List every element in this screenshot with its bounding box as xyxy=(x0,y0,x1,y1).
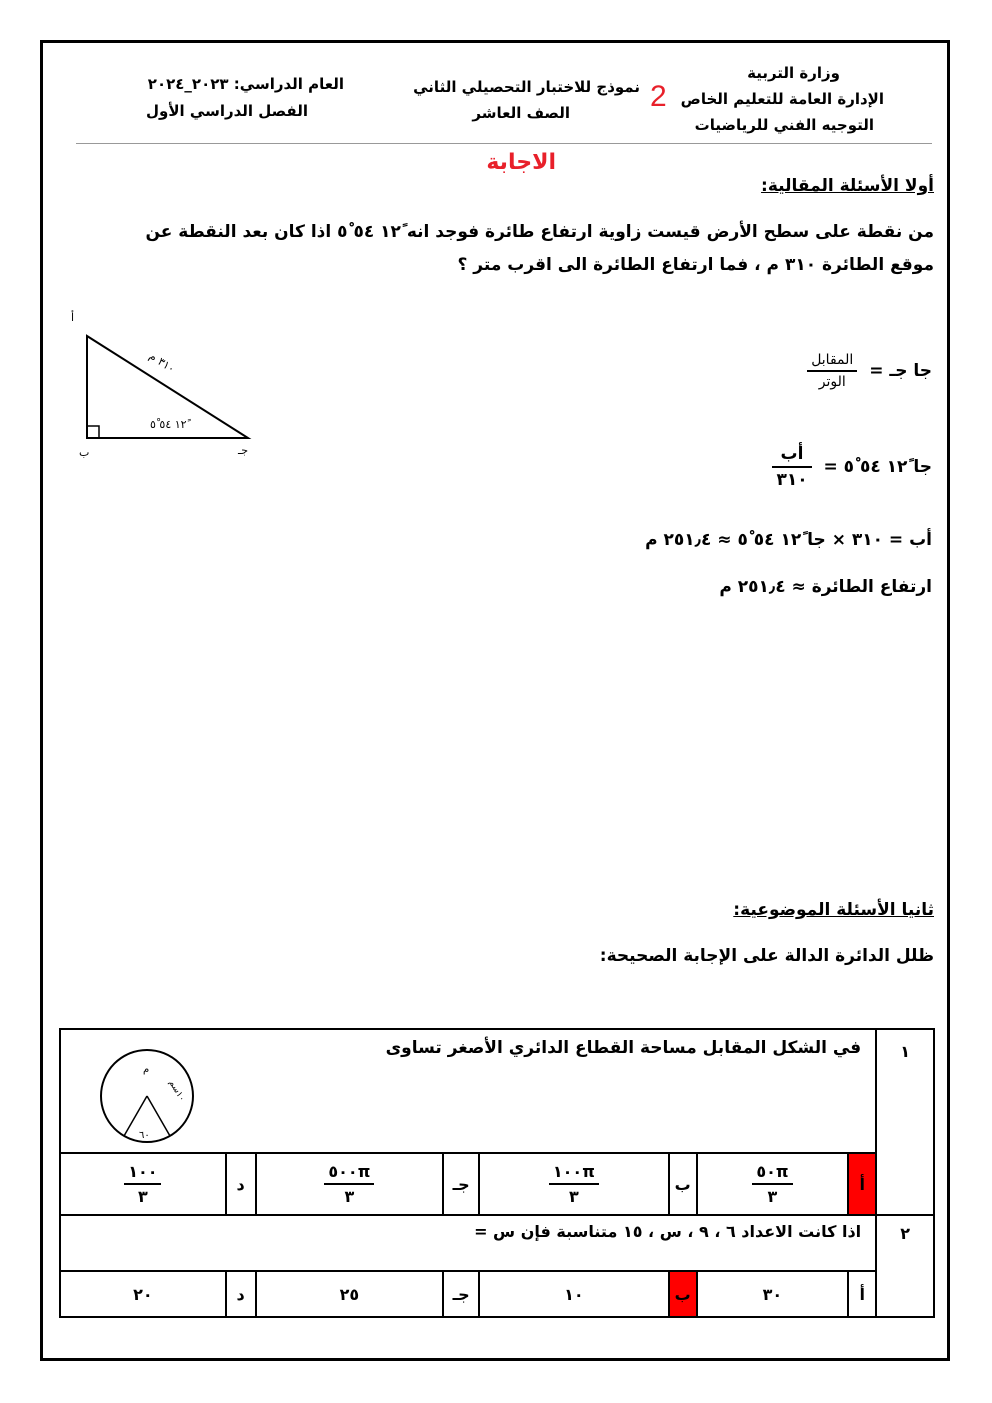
option-denominator: ٣ xyxy=(137,1187,148,1206)
solution-line-3: أب = ٣١٠ × جا ١٢ً ٥٤ ٥ْ ≈ ٢٥١٫٤ م xyxy=(645,530,932,550)
q1-option-c-letter[interactable]: جـ xyxy=(443,1153,479,1215)
sector-angle-label: ٦٠ xyxy=(139,1130,150,1141)
q1-option-a[interactable] xyxy=(697,1153,849,1215)
answer-title: الاجابة xyxy=(486,150,556,175)
option-numerator: ١٠٠π xyxy=(552,1162,595,1181)
fraction-denominator: ٣١٠ xyxy=(776,470,808,490)
ab-fraction xyxy=(772,444,811,490)
q2-option-a[interactable]: ٣٠ xyxy=(697,1271,849,1317)
solution-line-2 xyxy=(772,444,932,490)
q1-option-c[interactable] xyxy=(256,1153,444,1215)
header-divider xyxy=(76,143,932,144)
q2-option-b-letter[interactable]: ب xyxy=(669,1271,697,1317)
angle-label: ١٢ً ٥٤ ٥ْ xyxy=(150,418,187,431)
academic-year: العام الدراسي: ٢٠٢٣_٢٠٢٤ xyxy=(147,75,344,93)
section2-title: ثانيا الأسئلة الموضوعية: xyxy=(733,900,934,920)
q1-option-b[interactable] xyxy=(479,1153,669,1215)
supervision-name: التوجيه الفني للرياضيات xyxy=(694,116,874,134)
q2-option-d-letter[interactable]: د xyxy=(226,1271,256,1317)
vertex-b-label: ب xyxy=(79,446,90,459)
fraction-denominator: الوتر xyxy=(818,374,846,390)
q1-text: في الشكل المقابل مساحة القطاع الدائري الأصغر تساوى xyxy=(385,1038,862,1058)
q1-option-a-letter[interactable]: أ xyxy=(848,1153,876,1215)
model-number: 2 xyxy=(650,80,667,113)
department-name: الإدارة العامة للتعليم الخاص xyxy=(680,90,884,108)
ministry-name: وزارة التربية xyxy=(747,64,840,82)
q2-option-d[interactable]: ٢٠ xyxy=(60,1271,226,1317)
fraction-numerator: أب xyxy=(780,444,804,464)
q2-option-c[interactable]: ٢٥ xyxy=(256,1271,444,1317)
q2-option-c-letter[interactable]: جـ xyxy=(443,1271,479,1317)
q1-option-b-letter[interactable]: ب xyxy=(669,1153,697,1215)
circle-radius-label: ١٠سم xyxy=(166,1078,187,1104)
grade: الصف العاشر xyxy=(472,104,570,122)
question-line-1: من نقطة على سطح الأرض قيست زاوية ارتفاع طائرة فوجد انه ١٢ً ٥٤ ٥ْ اذا كان بعد النقطة عن xyxy=(145,222,934,242)
section2-instruction: ظلل الدائرة الدالة على الإجابة الصحيحة: xyxy=(599,946,934,966)
q2-text: اذا كانت الاعداد ٦ ، ٩ ، س ، ١٥ متناسبة فإن س = xyxy=(474,1222,862,1241)
q1-stem-cell xyxy=(60,1029,876,1153)
mcq-table xyxy=(59,1028,935,1318)
option-denominator: ٣ xyxy=(344,1187,355,1206)
semester: الفصل الدراسي الأول xyxy=(146,102,308,120)
solution-line2-lhs: جا ١٢ً ٥٤ ٥ْ = xyxy=(823,457,932,477)
q2-number: ٢ xyxy=(876,1215,934,1317)
question-line-2: موقع الطائرة ٣١٠ م ، فما ارتفاع الطائرة الى اقرب متر ؟ xyxy=(457,255,934,275)
hypotenuse-label: ٣١٠ م xyxy=(146,349,178,376)
solution-line1-lhs: جا جـ = xyxy=(869,361,932,381)
option-numerator: ٥٠٠π xyxy=(328,1162,371,1181)
circle-center-label: م xyxy=(143,1064,150,1075)
section1-title: أولا الأسئلة المقالية: xyxy=(761,176,934,196)
ratio-fraction xyxy=(807,352,857,390)
option-denominator: ٣ xyxy=(767,1187,778,1206)
q2-option-a-letter[interactable]: أ xyxy=(848,1271,876,1317)
solution-line-1 xyxy=(807,352,932,390)
option-denominator: ٣ xyxy=(568,1187,579,1206)
option-numerator: ١٠٠ xyxy=(128,1162,158,1181)
fraction-numerator: المقابل xyxy=(811,352,854,368)
exam-title: نموذج للاختبار التحصيلي الثاني xyxy=(413,78,640,96)
vertex-a-label: أ xyxy=(71,311,75,324)
q2-option-b[interactable]: ١٠ xyxy=(479,1271,669,1317)
q1-number: ١ xyxy=(876,1029,934,1215)
q2-stem-cell xyxy=(60,1215,876,1271)
vertex-c-label: جـ xyxy=(238,444,249,457)
q1-option-d-letter[interactable]: د xyxy=(226,1153,256,1215)
option-numerator: ٥٠π xyxy=(756,1162,789,1181)
solution-line-4: ارتفاع الطائرة ≈ ٢٥١٫٤ م xyxy=(719,577,932,597)
q1-option-d[interactable] xyxy=(60,1153,226,1215)
